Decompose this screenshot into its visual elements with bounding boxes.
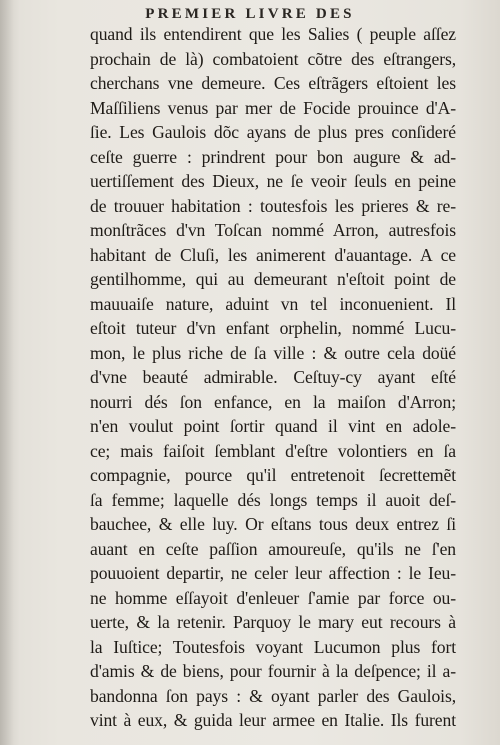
text-line: auant en ceſte paſſion amoureuſe, qu'ils ne ſ'en xyxy=(90,538,456,559)
running-head: PREMIER LIVRE DES xyxy=(145,6,355,22)
text-line: mon, le plus riche de ſa ville : & outre cela doüé xyxy=(90,342,456,363)
text-line: monſtrãces d'vn Toſcan nommé Arron, autresfois xyxy=(90,220,456,240)
text-line: pouuoient departir, ne celer leur affection : le Ieu- xyxy=(90,563,456,583)
text-line: mauuaiſe nature, aduint vn tel inconuenient. Il xyxy=(90,293,456,314)
text-line: gentilhomme, qui au demeurant n'eſtoit point de xyxy=(90,269,456,289)
body-text xyxy=(90,22,456,733)
text-line: bandonna ſon pays : & oyant parler des Gaulois, xyxy=(90,685,456,706)
text-line: uertiſſement des Dieux, ne ſe veoir ſeuls en peine xyxy=(90,171,456,191)
text-line: ceſte guerre : prindrent pour bon augure & ad- xyxy=(90,146,456,167)
text-line: n'en voulut point ſortir quand il vint en adole- xyxy=(90,416,456,436)
text-line: ſa femme; laquelle dés longs temps il auoit deſ- xyxy=(90,489,456,510)
text-line: uerte, & la retenir. Parquoy le mary eut recours à xyxy=(90,612,456,632)
text-line: ne homme eſſayoit d'enleuer ſ'amie par force ou- xyxy=(90,587,456,608)
text-line: habitant de Cluſi, les animerent d'auantage. A ce xyxy=(90,244,456,265)
text-line: d'amis & de biens, pour fournir à la deſpence; il a- xyxy=(90,661,456,681)
text-line: la Iuſtice; Toutesfois voyant Lucumon plus fort xyxy=(90,636,456,657)
text-line: eſtoit tuteur d'vn enfant orphelin, nommé Lucu- xyxy=(90,318,456,338)
text-line: ce; mais faiſoit ſemblant d'eſtre volontiers en ſa xyxy=(90,440,456,461)
text-line: quand ils entendirent que les Salies ( peuple aſſez xyxy=(90,24,456,44)
text-line: vint à eux, & guida leur armee en Italie. Ils furent xyxy=(90,710,456,730)
text-line: bauchee, & elle luy. Or eſtans tous deux entrez ſi xyxy=(90,514,456,534)
text-line: prochain de là) combatoient cõtre des eſtrangers, xyxy=(90,48,456,69)
text-line: cherchans vne demeure. Ces eſtrãgers eſtoient les xyxy=(90,73,456,93)
text-line: nourri dés ſon enfance, en la maiſon d'Arron; xyxy=(90,391,456,412)
text-line: Maſſiliens venus par mer de Focide prouince d'A- xyxy=(90,97,456,118)
text-line: compagnie, pource qu'il entretenoit ſecrettemẽt xyxy=(90,465,456,485)
text-line: de trouuer habitation : toutesfois les prieres & re- xyxy=(90,195,456,216)
text-line: ſie. Les Gaulois dõc ayans de plus pres conſideré xyxy=(90,122,456,142)
text-line: d'vne beauté admirable. Ceſtuy-cy ayant eſté xyxy=(90,367,456,387)
